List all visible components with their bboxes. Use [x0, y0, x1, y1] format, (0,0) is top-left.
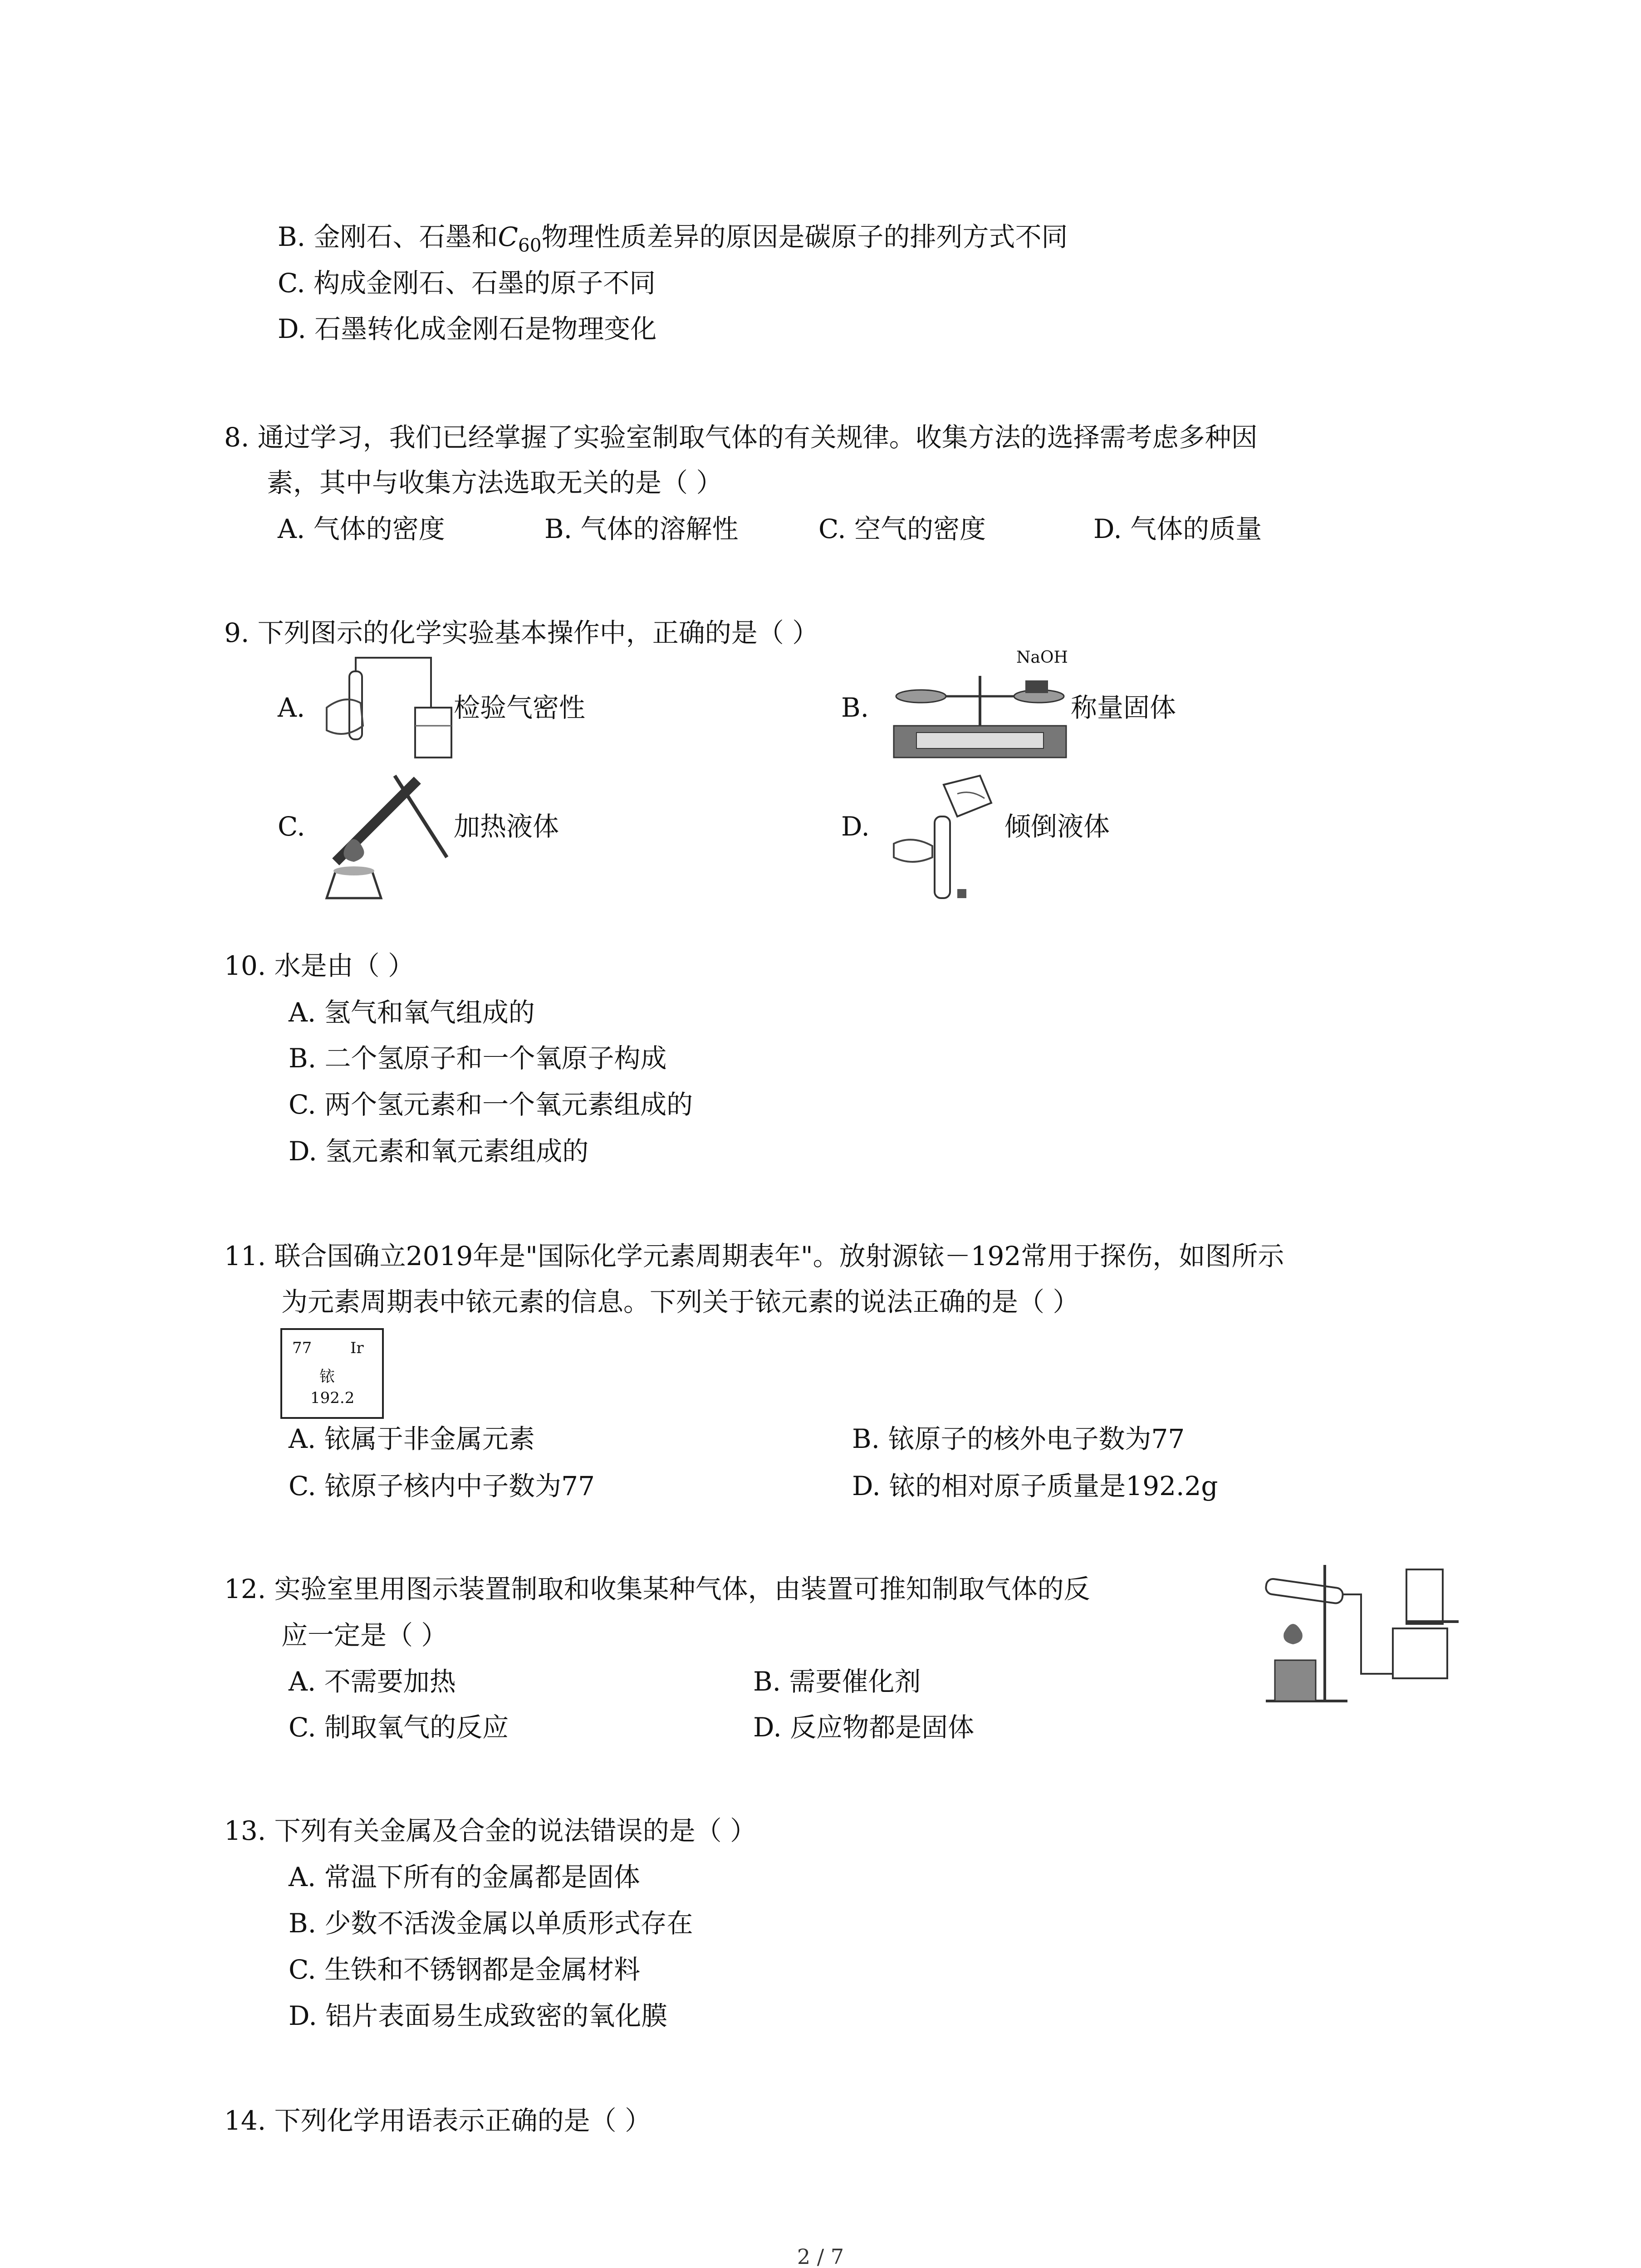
q10-option-c: C. 两个氢元素和一个氧元素组成的	[289, 1089, 693, 1120]
q12-option-a: A. 不需要加热	[289, 1666, 456, 1697]
iridium-element-card	[280, 1328, 384, 1419]
q10-stem: 10. 水是由（ ）	[224, 950, 415, 981]
q9-option-b-letter: B.	[841, 692, 869, 723]
q12-stem-line1: 12. 实验室里用图示装置制取和收集某种气体，由装置可推知制取气体的反	[224, 1574, 1090, 1604]
q11-option-b: B. 铱原子的核外电子数为77	[852, 1423, 1185, 1454]
q9-option-d-text: 倾倒液体	[1004, 811, 1110, 842]
q9-option-d-letter: D.	[841, 811, 870, 842]
q13-option-a: A. 常温下所有的金属都是固体	[289, 1862, 640, 1892]
q13-option-d: D. 铝片表面易生成致密的氧化膜	[289, 2000, 668, 2031]
atomic-mass: 192.2	[310, 1389, 355, 1407]
q14-stem: 14. 下列化学用语表示正确的是（ ）	[224, 2105, 652, 2136]
q11-option-c: C. 铱原子核内中子数为77	[289, 1471, 595, 1501]
q8-stem-line1: 8. 通过学习，我们已经掌握了实验室制取气体的有关规律。收集方法的选择需考虑多种因	[224, 422, 1258, 453]
q9-stem: 9. 下列图示的化学实验基本操作中，正确的是（ ）	[224, 617, 819, 648]
element-symbol: Ir	[350, 1339, 364, 1357]
q8-option-c: C. 空气的密度	[818, 513, 986, 544]
q12-option-d: D. 反应物都是固体	[753, 1712, 975, 1743]
pouring-liquid-figure	[889, 767, 998, 903]
q11-option-a: A. 铱属于非金属元素	[289, 1423, 535, 1454]
airtightness-check-figure	[318, 653, 463, 767]
q12-option-c: C. 制取氧气的反应	[289, 1712, 509, 1743]
q7-option-b: B. 金刚石、石墨和$C_{60}$物理性质差异的原因是碳原子的排列方式不同	[278, 221, 1068, 256]
atomic-number: 77	[292, 1339, 312, 1357]
q8-option-b: B. 气体的溶解性	[544, 513, 739, 544]
q10-option-a: A. 氢气和氧气组成的	[289, 997, 535, 1028]
q9-option-c-text: 加热液体	[454, 811, 559, 842]
q11-stem-line1: 11. 联合国确立2019年是"国际化学元素周期表年"。放射源铱－192常用于探伤，如图所示	[224, 1241, 1284, 1271]
q13-option-b: B. 少数不活泼金属以单质形式存在	[289, 1908, 693, 1939]
q13-option-c: C. 生铁和不锈钢都是金属材料	[289, 1954, 641, 1985]
page-number: 2 / 7	[797, 2244, 844, 2268]
q9-naoh-label: NaOH	[1016, 648, 1068, 667]
q7-option-c: C. 构成金刚石、石墨的原子不同	[278, 268, 656, 298]
q10-option-b: B. 二个氢原子和一个氧原子构成	[289, 1043, 667, 1074]
q10-option-d: D. 氢元素和氧元素组成的	[289, 1136, 589, 1167]
q9-option-c-letter: C.	[278, 811, 305, 842]
gas-generation-apparatus-figure	[1257, 1556, 1461, 1706]
q7-option-d: D. 石墨转化成金刚石是物理变化	[278, 313, 657, 344]
q8-option-a: A. 气体的密度	[278, 513, 445, 544]
q13-stem: 13. 下列有关金属及合金的说法错误的是（ ）	[224, 1815, 757, 1846]
q12-stem-line2: 应一定是（ ）	[281, 1620, 448, 1651]
q12-option-b: B. 需要催化剂	[753, 1666, 921, 1697]
q9-option-a-letter: A.	[278, 692, 305, 723]
q11-stem-line2: 为元素周期表中铱元素的信息。下列关于铱元素的说法正确的是（ ）	[281, 1286, 1079, 1317]
q9-option-b-text: 称量固体	[1071, 692, 1176, 723]
heating-liquid-figure	[318, 767, 454, 903]
q8-stem-line2: 素，其中与收集方法选取无关的是（ ）	[267, 467, 723, 498]
q8-option-d: D. 气体的质量	[1093, 513, 1262, 544]
q9-option-a-text: 检验气密性	[454, 692, 586, 723]
q11-option-d: D. 铱的相对原子质量是192.2g	[852, 1471, 1218, 1501]
element-name: 铱	[319, 1368, 335, 1386]
